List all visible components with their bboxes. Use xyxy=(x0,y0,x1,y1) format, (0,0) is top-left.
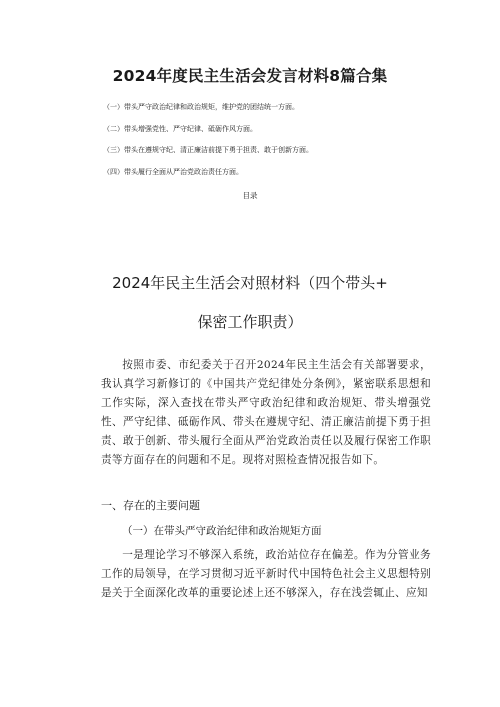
article-title-line-2: 保密工作职责） xyxy=(197,313,303,331)
article-title-line-1: 2024年民主生活会对照材料（四个带头+ xyxy=(112,274,388,292)
toc-item[interactable]: （一）带头严守政治纪律和政治规矩，维护党的团结统一方面。 xyxy=(103,103,299,111)
toc-item[interactable]: （二）带头增强党性、严守纪律、砥砺作风方面。 xyxy=(103,124,257,133)
subsection-paragraph: 一是理论学习不够深入系统，政治站位存在偏差。作为分管业务工作的局领导，在学习贯彻习近平新时代中国特色社会主义思想特别是关于全面深化改革的重要论述上还不够深入，存在浅尝辄止、应知 xyxy=(101,549,431,599)
toc-item[interactable]: （四）带头履行全面从严治党政治责任方面。 xyxy=(103,167,243,176)
toc-label: 目录 xyxy=(242,191,258,200)
intro-paragraph: 按照市委、市纪委关于召开2024年民主生活会有关部署要求，我认真学习新修订的《中国共产党纪律处分条例》，紧密联系思想和工作实际，深入查找在带头严守政治纪律和政治规矩、带头增强党性、严守纪律、砥砺作风、带头在遵规守纪、清正廉洁前提下勇于担责、敢于创新、带头履行全面从严治党政治责任以及履行保密工作职责等方面存在的问题和不足。现将对照检查情况报告如下。 xyxy=(101,359,431,466)
subsection-heading: （一）在带头严守政治纪律和政治规矩方面 xyxy=(122,525,322,537)
table-of-contents xyxy=(103,102,313,188)
document-title: 2024年度民主生活会发言材料8篇合集 xyxy=(112,67,388,85)
toc-item[interactable]: （三）带头在遵规守纪、清正廉洁前提下勇于担责、敢于创新方面。 xyxy=(103,146,313,154)
section-heading: 一、存在的主要问题 xyxy=(101,499,200,512)
